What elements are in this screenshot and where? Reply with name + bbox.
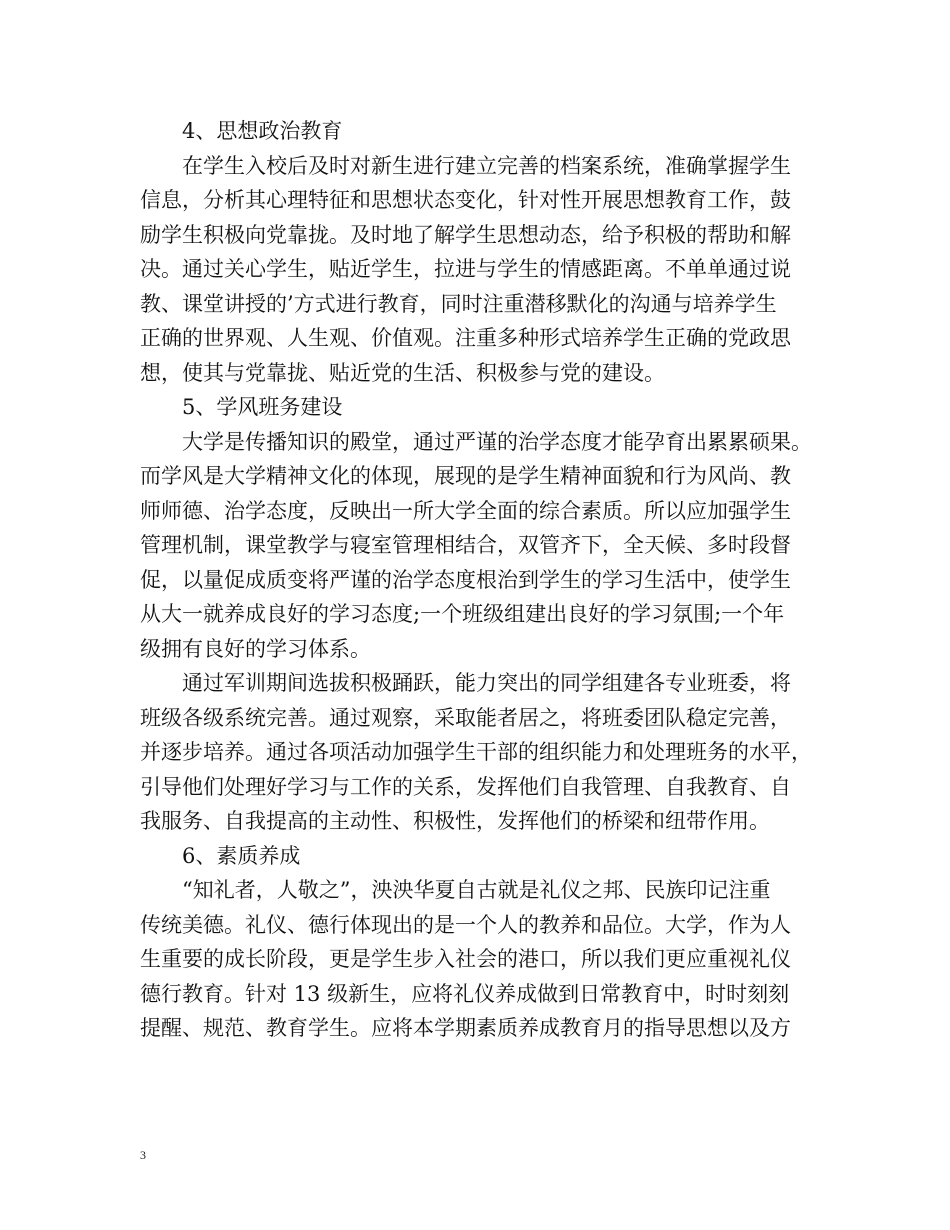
paragraph-line: 想，使其与党靠拢、贴近党的生活、积极参与党的建设。	[140, 360, 665, 385]
paragraph	[140, 873, 820, 1046]
section-heading: 6、素质养成	[182, 843, 301, 868]
paragraph	[140, 666, 820, 839]
paragraph-line: 信息，分析其心理特征和思想状态变化，针对性开展思想教育工作，鼓	[140, 188, 791, 212]
paragraph-line: 生重要的成长阶段，更是学生步入社会的港口，所以我们更应重视礼仪	[140, 947, 791, 971]
paragraph	[140, 149, 820, 391]
page-number: 3	[140, 1148, 146, 1162]
paragraph-line: 管理机制，课堂教学与寝室管理相结合，双管齐下，全天候、多时段督	[140, 533, 791, 557]
document-body	[140, 114, 820, 1046]
paragraph-line: 并逐步培养。通过各项活动加强学生干部的组织能力和处理班务的水平，	[140, 740, 812, 764]
paragraph-line: 促，以量促成质变将严谨的治学态度根治到学生的学习生活中，使学生	[140, 567, 791, 592]
paragraph-line: 引导他们处理好学习与工作的关系，发挥他们自我管理、自我教育、自	[140, 774, 791, 799]
section-heading: 5、学风班务建设	[182, 395, 343, 419]
paragraph-line: 正确的世界观、人生观、价值观。注重多种形式培养学生正确的党政思	[140, 326, 791, 350]
paragraph-line: 班级各级系统完善。通过观察，采取能者居之，将班委团队稳定完善，	[140, 705, 791, 730]
paragraph-line: 教、课堂讲授的’方式进行教育，同时注重潜移默化的沟通与培养学生	[140, 291, 777, 316]
paragraph-line: 而学风是大学精神文化的体现，展现的是学生精神面貌和行为风尚、教	[140, 464, 791, 488]
paragraph-line: 励学生积极向党靠拢。及时地了解学生思想动态，给予积极的帮助和解	[140, 222, 791, 247]
paragraph-line: 通过军训期间选拔积极踊跃，能力突出的同学组建各专业班委，将	[182, 671, 791, 695]
paragraph-line: 从大一就养成良好的学习态度;一个班级组建出良好的学习氛围;一个年	[140, 602, 785, 626]
paragraph-line: 传统美德。礼仪、德行体现出的是一个人的教养和品位。大学，作为人	[140, 912, 791, 937]
section-heading: 4、思想政治教育	[182, 119, 343, 143]
paragraph-line: 级拥有良好的学习体系。	[140, 636, 371, 661]
paragraph-line: 决。通过关心学生，贴近学生，拉进与学生的情感距离。不单单通过说	[140, 257, 791, 281]
paragraph	[140, 425, 820, 667]
paragraph-line: 在学生入校后及时对新生进行建立完善的档案系统，准确掌握学生	[182, 153, 791, 178]
paragraph-line: “知礼者，人敬之”，泱泱华夏自古就是礼仪之邦、民族印记注重	[182, 878, 771, 902]
paragraph-line: 我服务、自我提高的主动性、积极性，发挥他们的桥梁和纽带作用。	[140, 809, 770, 833]
paragraph-line: 大学是传播知识的殿堂，通过严谨的治学态度才能孕育出累累硕果。	[182, 429, 812, 454]
paragraph-line: 师师德、治学态度，反映出一所大学全面的综合素质。所以应加强学生	[140, 498, 791, 523]
paragraph-line: 提醒、规范、教育学生。应将本学期素质养成教育月的指导思想以及方	[140, 1016, 791, 1040]
paragraph-line: 德行教育。针对 13 级新生，应将礼仪养成做到日常教育中，时时刻刻	[140, 981, 790, 1006]
